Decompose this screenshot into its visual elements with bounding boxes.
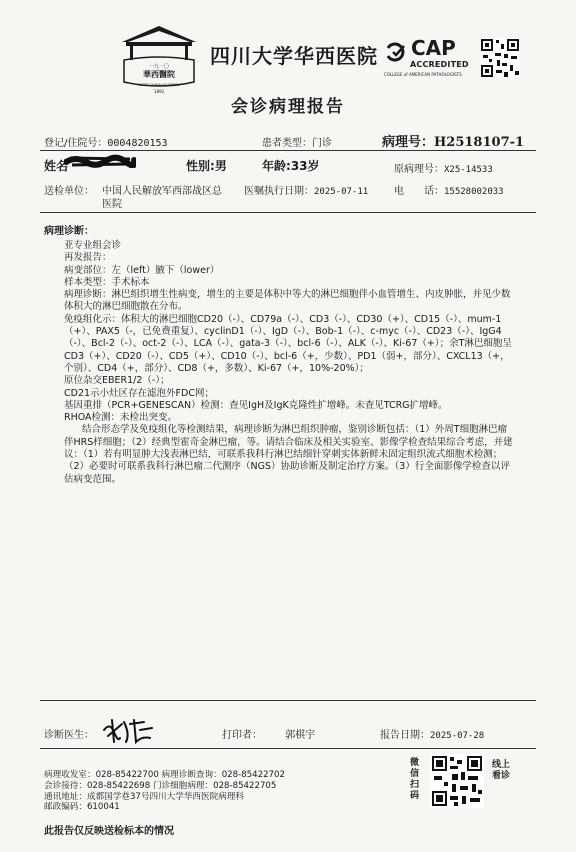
diagnosis-paragraph: 基因重排（PCR+GENESCAN）检测：查见IgH及IgK克隆性扩增峰。未查见TCRG扩增峰。 bbox=[64, 399, 448, 411]
diagnosis-paragraph: 病理诊断：淋巴组织增生性病变，增生的主要是体积中等大的淋巴细胞伴小血管增生、内皮肿胀，并见少数体积大的淋巴细胞散在分布。 bbox=[64, 289, 511, 313]
pathology-label: 病理号： bbox=[382, 135, 435, 150]
diagnosis-paragraph: RHOA检测：未检出突变。 bbox=[64, 412, 178, 424]
diagnosis-paragraph: 样本类型：手术标本 bbox=[64, 276, 150, 288]
printer-value: 郭棋宇 bbox=[285, 730, 316, 741]
wechat-scan-label: 微信扫码 bbox=[410, 758, 420, 801]
printer-label: 打印者： bbox=[222, 730, 262, 741]
svg-text:1892: 1892 bbox=[153, 89, 165, 94]
contact-line: 病理收发室：028-85422700 病理诊断查询：028-85422702 bbox=[44, 770, 285, 780]
diagnosis-paragraph: 再发报告： bbox=[64, 252, 112, 264]
unit-value-line2: 医院 bbox=[102, 199, 122, 210]
original-pathology-label: 原病理号： bbox=[394, 164, 444, 175]
contact-line: 会诊接待：028-85422698 门诊细胞病理：028-85422705 bbox=[44, 780, 277, 791]
hospital-name: 四川大学华西医院 bbox=[210, 44, 378, 68]
divider bbox=[40, 748, 536, 749]
diagnosis-paragraph: CD21示小灶区存在滤泡外FDC网； bbox=[64, 387, 214, 399]
report-date-label: 报告日期： bbox=[380, 730, 430, 741]
doctor-label: 诊断医生： bbox=[44, 730, 94, 741]
cap-text: CAP bbox=[411, 36, 456, 60]
online-consult-label: 线上看诊 bbox=[492, 760, 511, 781]
qr-code-icon bbox=[480, 38, 520, 78]
printer bbox=[222, 726, 315, 741]
wechat-qr-code-icon[interactable] bbox=[430, 754, 484, 808]
registration-number bbox=[44, 134, 168, 149]
age bbox=[262, 157, 320, 174]
hospital-logo-icon bbox=[116, 20, 202, 96]
patient-type bbox=[262, 134, 332, 149]
contact-info bbox=[44, 770, 285, 813]
contact-line: 通讯地址：成都国学巷37号四川大学华西医院病理科 bbox=[44, 791, 244, 802]
age-value: 33岁 bbox=[290, 159, 320, 173]
exec-date bbox=[244, 182, 368, 197]
pathology-number bbox=[382, 131, 524, 150]
cap-accreditation-badge bbox=[384, 36, 474, 82]
doctor-signature bbox=[100, 716, 156, 746]
report-date bbox=[380, 726, 484, 741]
patient-type-value: 门诊 bbox=[312, 138, 332, 149]
contact-line: 邮政编码：610041 bbox=[44, 802, 120, 813]
report-date-value: 2025-07-28 bbox=[430, 731, 485, 741]
diagnosis-paragraph: 免疫组化示：体积大的淋巴细胞CD20（-）、CD79a（-）、CD3（-）、CD30（+）、CD15（-）、mum-1（+）、PAX5（-，已免费重复）、cyclinD1（-）、IgD（-）、Bob-1（-）、c-myc（-）、CD23（-）、IgG4（-）、Bcl-2（-）、oct-2（-）、LCA（-）、gata-3（-）、bcl-6（-）、ALK（-）、Ki-67（+）；余T淋巴细胞呈CD3（+）、CD20（-）、CD5（+）、CD10（-）、bcl-6（+，少数）、PD1（弱+，部分）、CXCL13（+，个别）、CD4（+，部分）、CD8（+，多数）、Ki-67（+，10%-20%）； bbox=[64, 313, 512, 374]
cap-subtitle: COLLEGE of AMERICAN PATHOLOGISTS bbox=[384, 72, 462, 77]
pathology-value: H2518107-1 bbox=[434, 135, 525, 150]
original-pathology-value: X25-14533 bbox=[444, 165, 493, 175]
diagnosis-paragraph: 亚专业组会诊 bbox=[64, 240, 122, 251]
gender-label: 性别: bbox=[186, 159, 215, 173]
patient-type-label: 患者类型： bbox=[262, 138, 312, 149]
diagnosis-paragraph: 原位杂交EBER1/2（-）； bbox=[64, 375, 170, 387]
original-pathology-number bbox=[394, 160, 493, 175]
gender-value: 男 bbox=[214, 159, 227, 173]
diagnosis-body bbox=[64, 240, 514, 486]
divider bbox=[40, 150, 536, 151]
unit-label: 送检单位： bbox=[44, 186, 94, 197]
age-label: 年龄: bbox=[262, 159, 291, 173]
diagnosis-heading: 病理诊断： bbox=[44, 226, 94, 237]
svg-text:一九一〇: 一九一〇 bbox=[148, 64, 170, 70]
registration-value: 0004820153 bbox=[107, 138, 168, 149]
svg-text:WEST CHINA HOSPITAL: WEST CHINA HOSPITAL bbox=[138, 83, 180, 87]
exec-date-value: 2025-07-11 bbox=[314, 187, 369, 197]
report-disclaimer: 此报告仅反映送检标本的情况 bbox=[44, 826, 174, 837]
report-title: 会诊病理报告 bbox=[231, 97, 345, 117]
diagnosis-paragraph: 病变部位：左（left）腋下（lower） bbox=[64, 264, 220, 276]
gender bbox=[186, 157, 227, 174]
divider bbox=[40, 700, 536, 701]
cap-accredited-text: ACCREDITED bbox=[410, 60, 469, 69]
divider bbox=[40, 212, 536, 213]
redaction-scribble bbox=[64, 152, 136, 168]
phone-value: 15528002033 bbox=[444, 187, 504, 197]
unit-value-line1: 中国人民解放军西部战区总 bbox=[102, 186, 222, 197]
exec-date-label: 医嘱执行日期： bbox=[244, 186, 314, 197]
phone bbox=[394, 182, 504, 197]
svg-text:華西醫院: 華西醫院 bbox=[143, 69, 175, 79]
diagnosis-paragraph: 结合形态学及免疫组化等检测结果，病理诊断为淋巴组织肿瘤，鉴别诊断包括：（1）外周T细胞淋巴瘤伴HRS样细胞；（2）经典型霍奇金淋巴瘤，等。请结合临床及相关实验室、影像学检查结果综合考虑，并建议：（1）若有明显肿大浅表淋巴结，可联系我科行淋巴结细针穿刺实体新鲜未固定组织流式细胞术检测；（2）必要时可联系我科行淋巴瘤二代测序（NGS）协助诊断及制定治疗方案。（3）行全面影像学检查以评估病变范围。 bbox=[64, 424, 513, 485]
registration-label: 登记/住院号： bbox=[44, 138, 108, 149]
phone-label: 电 话： bbox=[394, 186, 444, 197]
name-label: 姓名 bbox=[44, 159, 69, 173]
cap-mark-icon bbox=[384, 40, 408, 64]
